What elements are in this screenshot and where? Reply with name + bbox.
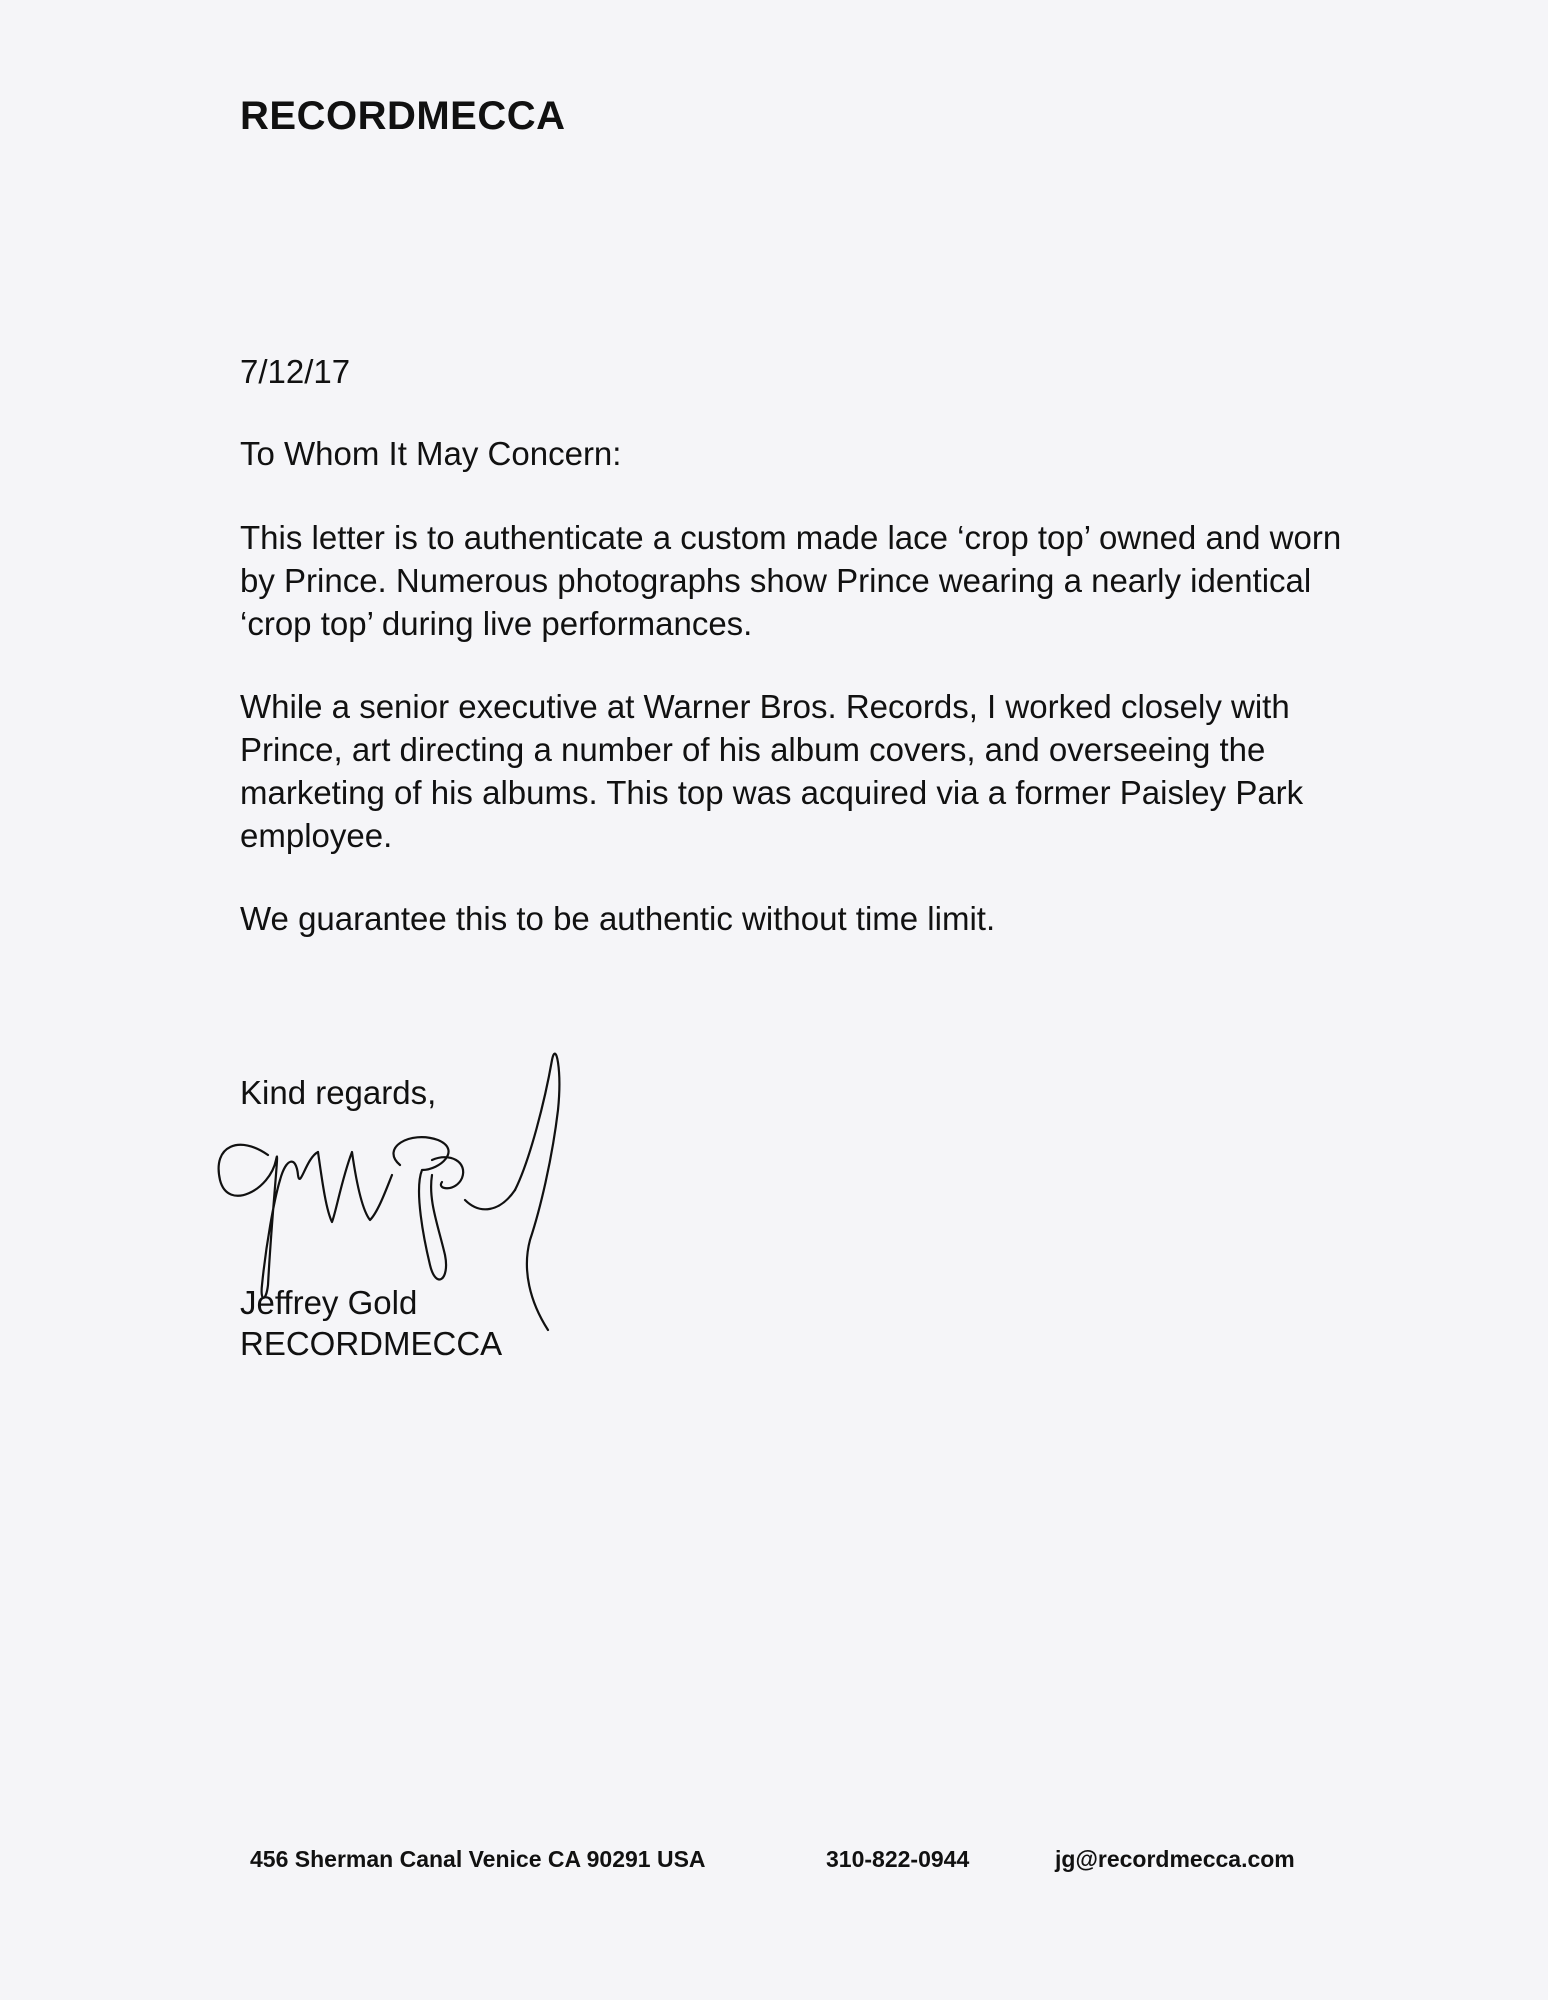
closing: Kind regards, [240,1074,437,1111]
letter-date: 7/12/17 [240,353,351,390]
footer-address: 456 Sherman Canal Venice CA 90291 USA [250,1846,706,1872]
letter-footer [0,1846,1548,1880]
signatory-name: Jeffrey Gold [240,1284,418,1321]
paragraph-authentication: This letter is to authenticate a custom made lace ‘crop top’ owned and worn by Prince. Numerous photographs show Prince wearing a nearly identical ‘crop top’ during live performances. [240,519,1342,642]
footer-email: jg@recordmecca.com [1055,1846,1295,1872]
salutation: To Whom It May Concern: [240,435,622,472]
handwritten-signature [200,1040,600,1340]
paragraph-guarantee: We guarantee this to be authentic without time limit. [240,900,996,937]
paragraph-background: While a senior executive at Warner Bros. Records, I worked closely with Prince, art directing a number of his album covers, and overseeing the marketing of his albums. This top was acquired via a former Paisley Park employee. [240,688,1304,854]
signatory-company: RECORDMECCA [240,1325,503,1362]
footer-phone: 310-822-0944 [826,1846,970,1872]
letterhead-title: RECORDMECCA [240,94,566,138]
